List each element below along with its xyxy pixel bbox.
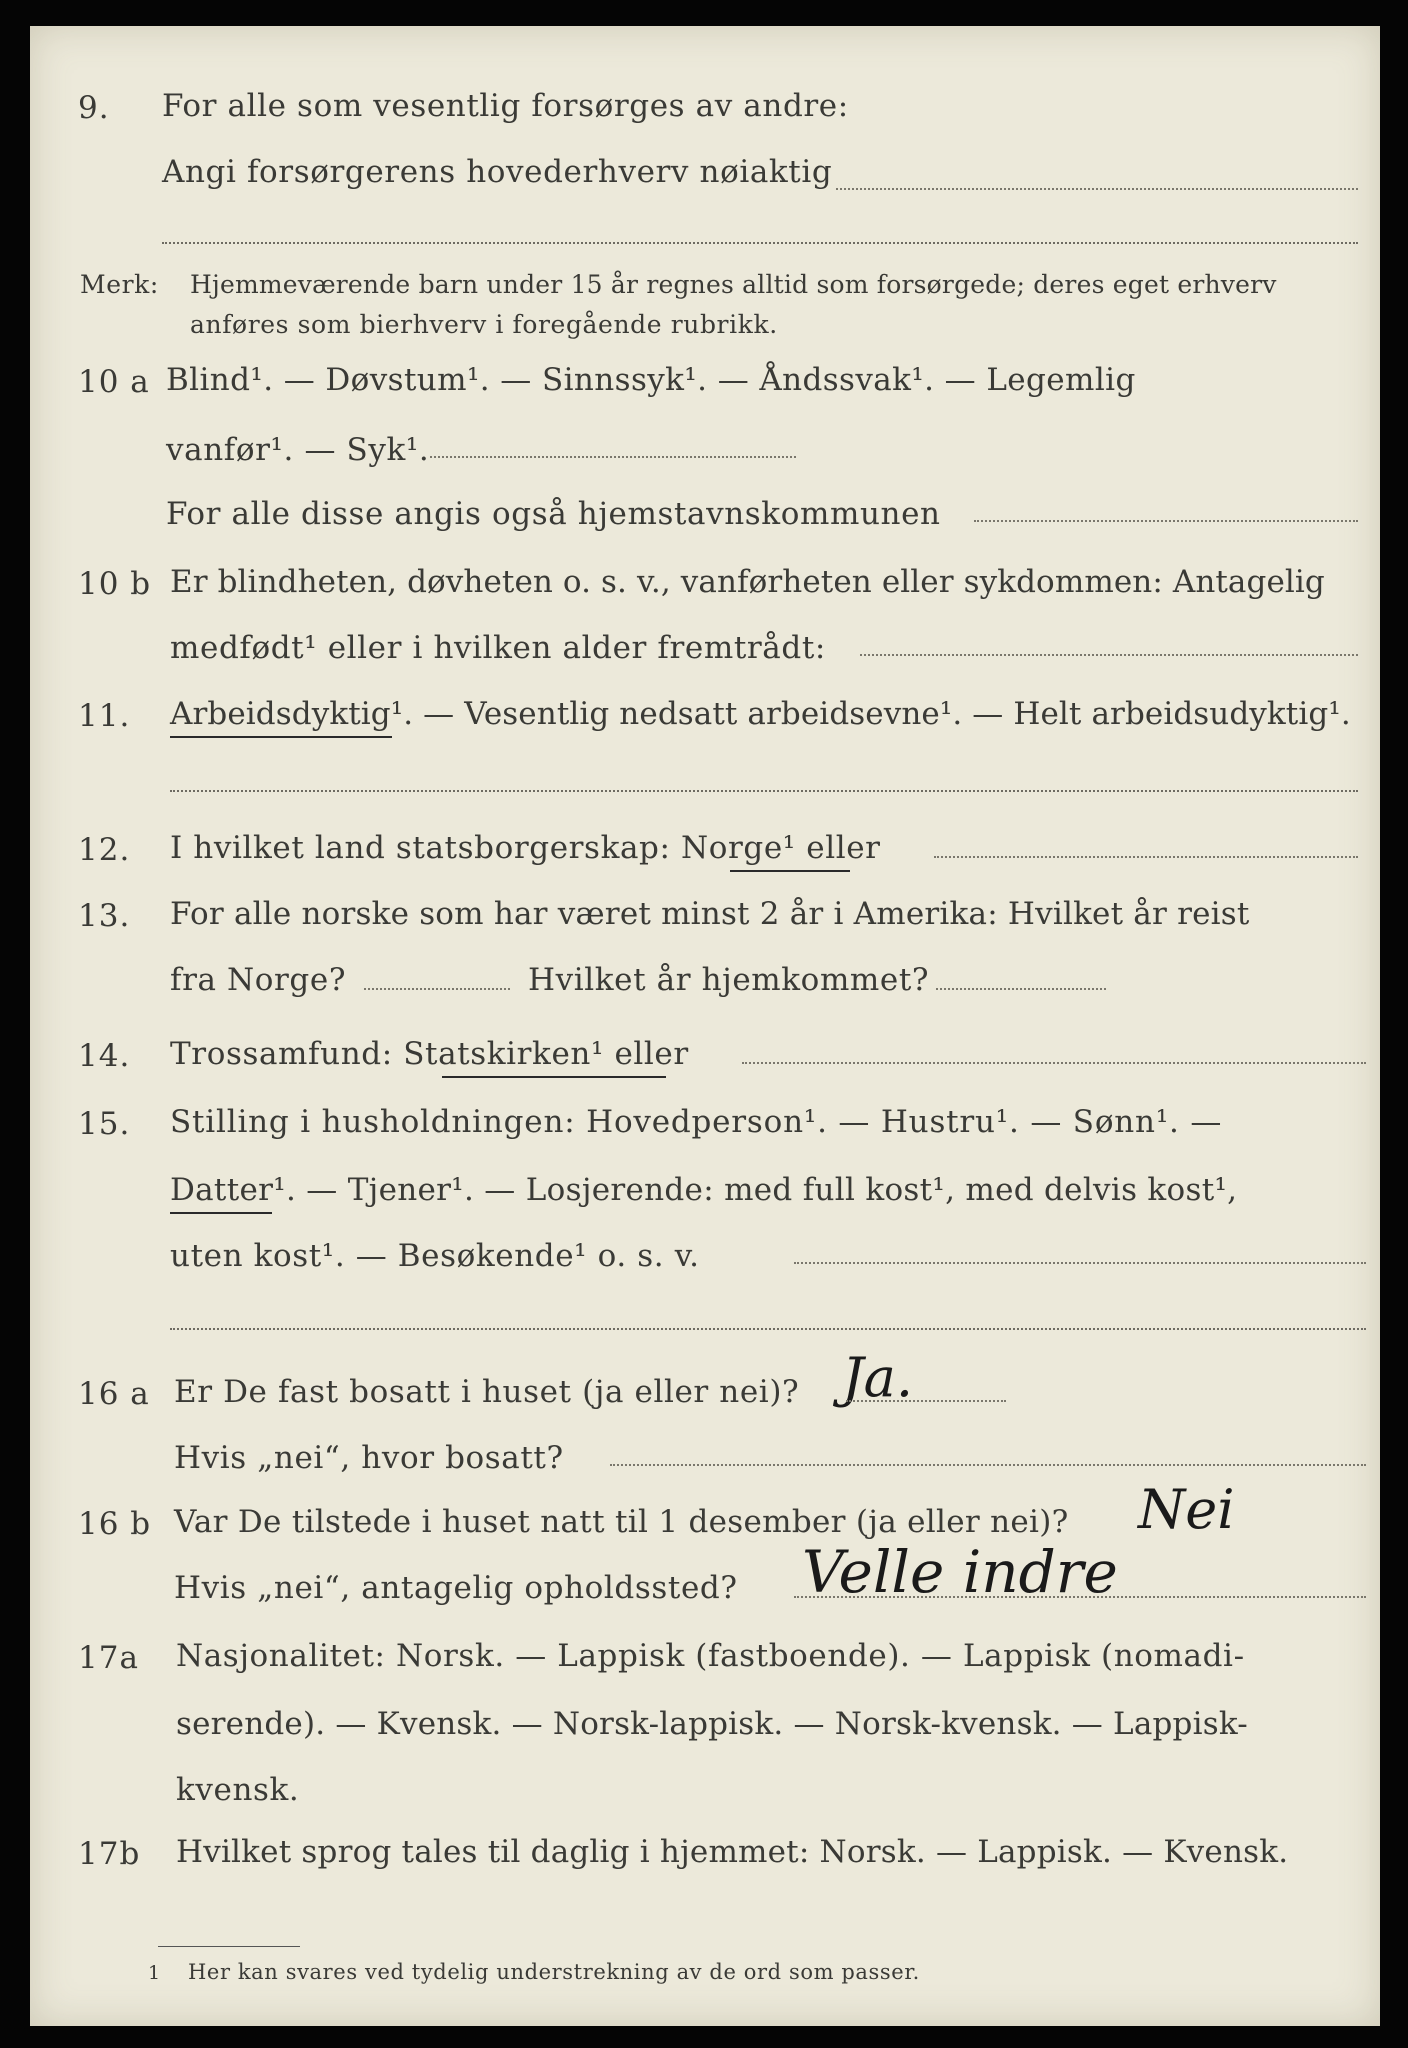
question-10b-answer-field[interactable] <box>860 654 1358 656</box>
question-15-answer-field[interactable] <box>794 1262 1366 1264</box>
question-15-answer-field-2[interactable] <box>170 1328 1366 1330</box>
question-10a-answer-field[interactable] <box>430 456 796 458</box>
question-16a-line2: Hvis „nei“, hvor bosatt? <box>174 1440 564 1476</box>
question-11-number: 11. <box>78 698 131 734</box>
question-13-number: 13. <box>78 898 131 934</box>
underline-arbeidsdyktig <box>170 736 392 738</box>
question-10a-number: 10 a <box>78 364 150 400</box>
question-14-answer-field[interactable] <box>742 1062 1366 1064</box>
question-15-number: 15. <box>78 1106 131 1142</box>
underline-datter <box>170 1212 272 1214</box>
question-10a-hometown-field[interactable] <box>974 520 1358 522</box>
question-16a-residence-field[interactable] <box>610 1464 1366 1466</box>
census-form-page <box>30 26 1380 2026</box>
question-10b-number: 10 b <box>78 566 152 602</box>
question-9-line1: For alle som vesentlig forsørges av andre: <box>162 88 849 124</box>
question-10a-line1: Blind¹. — Døvstum¹. — Sinnssyk¹. — Åndssvak¹. — Legemlig <box>166 362 1136 398</box>
question-15-line2: Datter¹. — Tjener¹. — Losjerende: med full kost¹, med delvis kost¹, <box>170 1172 1238 1208</box>
question-9-answer-field[interactable] <box>836 188 1358 190</box>
question-17a-line1: Nasjonalitet: Norsk. — Lappisk (fastboende). — Lappisk (nomadi- <box>176 1638 1245 1674</box>
question-16b-line2: Hvis „nei“, antagelig opholdssted? <box>174 1570 738 1606</box>
question-14-number: 14. <box>78 1038 131 1074</box>
question-14-line1: Trossamfund: Statskirken¹ eller <box>170 1036 689 1072</box>
question-16b-number: 16 b <box>78 1506 152 1542</box>
note-label: Merk: <box>80 270 159 299</box>
question-16b-handwritten-residence: Velle indre <box>802 1538 1118 1606</box>
question-10b-line1: Er blindheten, døvheten o. s. v., vanførheten eller sykdommen: Antagelig <box>170 564 1325 600</box>
question-17b-number: 17b <box>78 1836 141 1872</box>
question-16b-handwritten-answer: Nei <box>1138 1478 1235 1541</box>
note-line2: anføres som bierhverv i foregående rubrikk. <box>190 310 778 339</box>
underline-statskirken <box>442 1076 666 1078</box>
question-17a-line3: kvensk. <box>176 1772 300 1808</box>
footnote-mark: 1 <box>148 1962 161 1984</box>
question-16a-line1: Er De fast bosatt i huset (ja eller nei)? <box>174 1374 800 1410</box>
question-11-line1: Arbeidsdyktig¹. — Vesentlig nedsatt arbeidsevne¹. — Helt arbeidsudyktig¹. <box>170 696 1351 732</box>
question-15-line1: Stilling i husholdningen: Hovedperson¹. — Hustru¹. — Sønn¹. — <box>170 1104 1223 1140</box>
question-12-answer-field[interactable] <box>934 856 1358 858</box>
question-13-line2a: fra Norge? <box>170 962 347 998</box>
footnote-text: Her kan svares ved tydelig understrekning av de ord som passer. <box>188 1960 920 1984</box>
question-15-line3: uten kost¹. — Besøkende¹ o. s. v. <box>170 1238 700 1274</box>
question-16b-residence-field[interactable] <box>794 1596 1366 1598</box>
question-13-line2b: Hvilket år hjemkommet? <box>528 962 930 998</box>
question-17b-line1: Hvilket sprog tales til daglig i hjemmet: Norsk. — Lappisk. — Kvensk. <box>176 1834 1289 1870</box>
question-11-answer-field[interactable] <box>170 790 1358 792</box>
question-9-answer-field-2[interactable] <box>162 242 1358 244</box>
question-10b-line2: medfødt¹ eller i hvilken alder fremtrådt: <box>170 630 826 666</box>
question-13-year-returned-field[interactable] <box>936 988 1106 990</box>
question-12-number: 12. <box>78 832 131 868</box>
question-16a-answer-field[interactable] <box>846 1400 1006 1402</box>
question-16a-number: 16 a <box>78 1376 150 1412</box>
question-17a-line2: serende). — Kvensk. — Norsk-lappisk. — Norsk-kvensk. — Lappisk- <box>176 1706 1248 1742</box>
question-12-line1: I hvilket land statsborgerskap: Norge¹ eller <box>170 830 881 866</box>
footnote-separator <box>158 1946 300 1947</box>
question-9-number: 9. <box>78 90 110 126</box>
question-16a-handwritten-answer: Ja. <box>842 1346 914 1409</box>
question-9-line2: Angi forsørgerens hovederhverv nøiaktig <box>162 154 833 190</box>
note-line1: Hjemmeværende barn under 15 år regnes alltid som forsørgede; deres eget erhverv <box>190 270 1277 299</box>
question-16b-line1: Var De tilstede i huset natt til 1 desember (ja eller nei)? <box>174 1504 1069 1540</box>
question-13-line1: For alle norske som har været minst 2 år i Amerika: Hvilket år reist <box>170 896 1250 932</box>
underline-norge <box>730 870 850 872</box>
question-10a-line3: For alle disse angis også hjemstavnskommunen <box>166 496 941 532</box>
question-17a-number: 17a <box>78 1640 139 1676</box>
question-10a-line2: vanfør¹. — Syk¹. <box>166 432 430 468</box>
question-13-year-left-field[interactable] <box>364 988 510 990</box>
